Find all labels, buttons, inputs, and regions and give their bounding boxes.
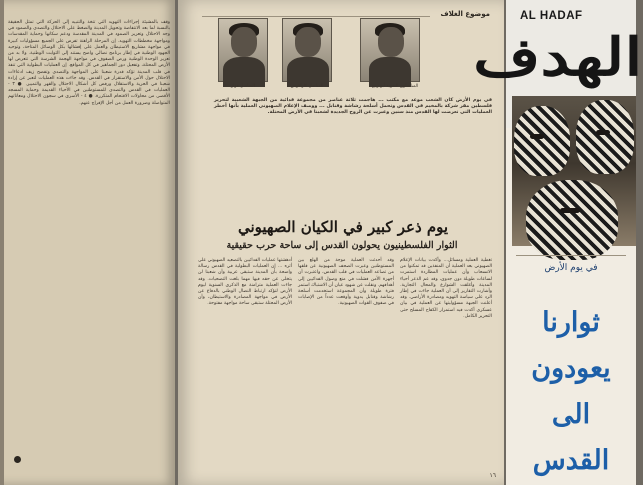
eye-slit xyxy=(530,134,544,139)
photo-caption-1: المناضل فواز xyxy=(231,84,255,89)
article-headline: يوم ذعر كبير في الكيان الصهيوني xyxy=(237,218,449,236)
portrait-photo-1 xyxy=(218,18,268,82)
cover-headline-line-3: الى القدس xyxy=(532,399,610,476)
cover-subtitle: في يوم الأرض xyxy=(544,263,598,273)
masthead-latin: AL HADAF xyxy=(520,10,583,22)
masthead-arabic-logo: الهدف xyxy=(473,27,643,88)
cover-headline xyxy=(512,300,630,484)
article-column-3: أدهشتها عمليات الفدائيين بالتصعيد الصهيوني على أثره ... إن العمليات البطولية في القدس رسالة واضحة بأن المدينة ستبقى عربية وأن شعبنا لن يتخلى عن حقه فيها مهما بلغت التضحيات. وقد جاءت العملية متزامنة مع الذكرى السنوية ليوم الأرض لتؤكد ارتباط النضال الوطني بالدفاع عن الأرض في مواجهة المصادرة والاستيطان، وأن الأرض المحتلة ستبقى ساحة مواجهة مفتوحة. xyxy=(198,258,292,307)
eye-slit xyxy=(560,208,580,213)
cover-headline-line-1: ثوارنا xyxy=(542,307,600,338)
photo-caption-3: المناضلون الشهيد أبو ربيع xyxy=(371,84,419,89)
portrait-photo-3 xyxy=(360,18,420,82)
left-page-text: وقف بالمشيئة إجراءات التهويد التي تتخذ والتنبيه إلى الحركة التي تمثل الحقيقة بالنسبة لما بعد الانتفاضة وتحويل المدينة والضغط على الاحتلال والتصدي والصمود في وجه الاحتلال وتعزيز الصمود في المدينة المقدسة ودعم سكانها وحماية المقدسات ومواجهة مخططات التهويد. إن المرحلة الراهنة تفرض على الجميع مسؤوليات كبيرة في مواجهة مشاريع الاستيطان والعمل على إفشالها بكل الوسائل المتاحة، وتوحيد الجهود الوطنية في إطار برنامج نضالي واضح يستند إلى الثوابت الوطنية. ولا بد من تعزيز الوحدة الوطنية ورص الصفوف في مواجهة الهجمة الشرسة التي تتعرض لها الأرض المحتلة، وتفعيل دور الجماهير في كل المواقع. إن العمليات البطولية التي تنفذ في قلب المدينة تؤكد قدرة شعبنا على المواجهة والتصدي وتفضح زيف ادعاءات الاحتلال حول الأمن والاستقرار في القدس. وقد جاءت هذه العمليات لتعبر عن إرادة شعبنا في الحرية والاستقلال ورفض كل أشكال الاحتلال والقهر والتمييز. ● ٣ - العمليات في القدس والتصدي للمستوطنين في الأحياء القديمة وحماية المسجد الأقصى من محاولات الاقتحام المتكررة. ● ٤ - الأسرى في سجون الاحتلال ومعاناتهم المتواصلة وضرورة العمل من أجل الإفراج عنهم. xyxy=(8,20,170,106)
keffiyeh-head xyxy=(576,100,634,174)
page-number: ١٦ xyxy=(489,472,496,479)
page-edge xyxy=(0,0,4,485)
intro-paragraph: في يوم الأرض كان الشعب موعد مع مكتب ... هاجمت ثلاثة عناصر من مجموعة فدائية من الجبهة الشعبية لتحرير فلسطين مقر شركة بالمخيم في القدس وتحمل أسلحة رشاشة وقنابل ... ووصف الإعلام الصهيوني العملية بأنها أخطر العمليات التي تعرضت لها القدس منذ سنين وعبرت عن الروح الجديدة لشعبنا في الأرض المحتلة. xyxy=(214,98,492,116)
cover-photo-masked-fighters xyxy=(512,96,636,246)
cover-topic-label: موضوع الغلاف xyxy=(440,10,490,18)
article-page xyxy=(178,0,504,485)
article-column-1: تغطية العملية ومسائل... وأكدت بيانات الإعلام الصهيوني بعد العملية أن المنفذين قد تمكنوا من الانسحاب وأن عمليات المطاردة استمرت لساعات طويلة دون جدوى، وقد عم الذعر أحياء المدينة وأغلقت الشوارع والمحال التجارية. وأشارت التقارير إلى أن العملية جاءت في إطار الرد على سياسة التهويد ومصادرة الأراضي. وقد أعلنت الجبهة مسؤوليتها عن العملية في بيان عسكري أكدت فيه استمرار الكفاح المسلح حتى التحرير الكامل. xyxy=(400,258,492,319)
cover-headline-line-2: يعودون xyxy=(531,353,611,384)
keffiyeh-head xyxy=(526,180,618,260)
eye-slit xyxy=(596,130,610,135)
article-column-2: وقد أحدثت العملية موجة من الهلع بين المستوطنين وعبرت الصحف الصهيونية عن قلقها من تصاعد العمليات في قلب القدس، واعتبرت أن أجهزة الأمن فشلت في منع وصول الفدائيين إلى أهدافهم. ونقلت عن شهود عيان أن الاشتباك استمر فترة طويلة وأن المجموعة استخدمت أسلحة رشاشة وقنابل يدوية وأوقعت عدداً من الإصابات في صفوف القوات الصهيونية. xyxy=(298,258,394,307)
bullet-dot-icon xyxy=(14,456,21,463)
photo-caption-2: المناضل كاراكوش xyxy=(290,84,324,89)
header-rule xyxy=(202,16,430,17)
keffiyeh-head xyxy=(514,106,570,176)
cover-divider xyxy=(516,255,626,256)
article-subhead: الثوار الفلسطينيون يحولون القدس إلى ساحة حرب حقيقية xyxy=(226,240,458,251)
left-page xyxy=(0,0,175,485)
portrait-photo-2 xyxy=(282,18,332,82)
